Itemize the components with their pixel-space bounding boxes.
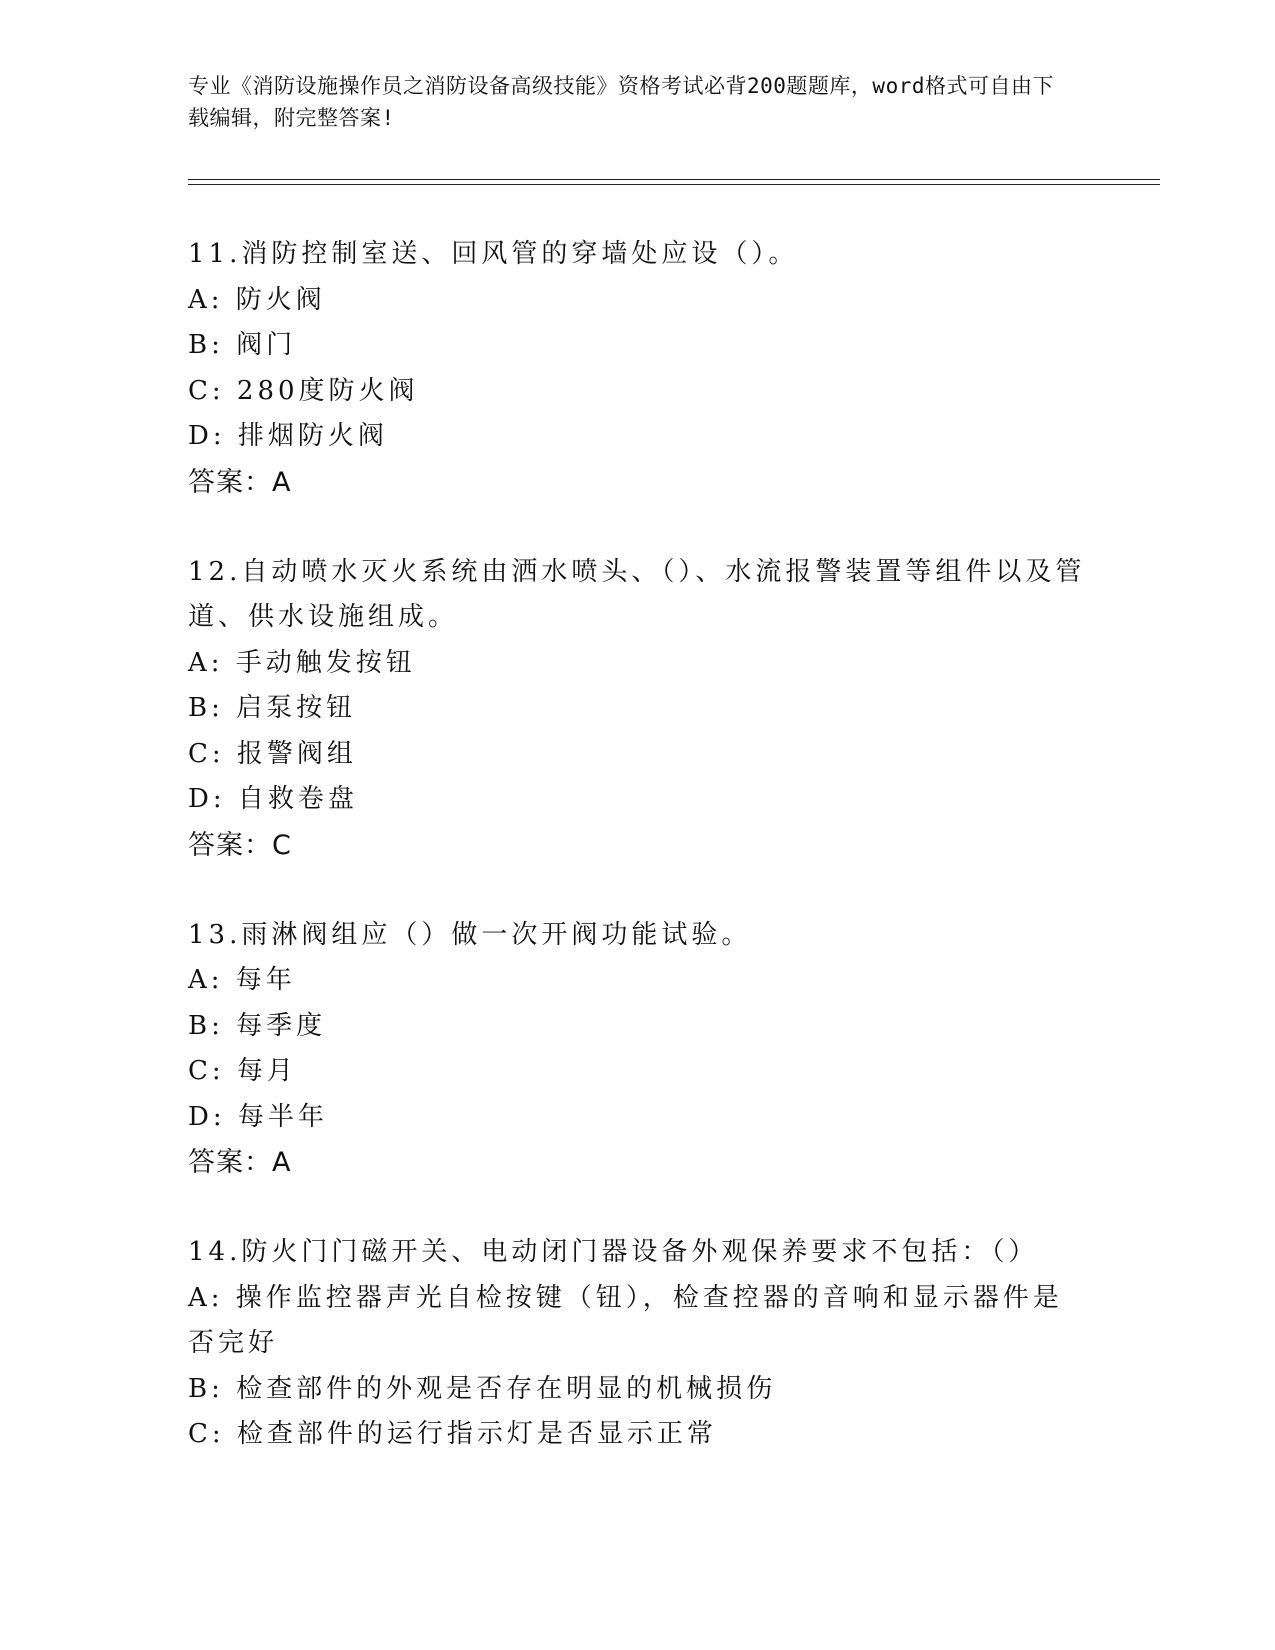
option-c: C: 每月 [188,1056,297,1086]
question-stem: 13.雨淋阀组应（）做一次开阀功能试验。 [188,919,752,950]
option-a: A: 每年 [188,965,296,995]
question-11 [188,232,1088,506]
document-header: 专业《消防设施操作员之消防设备高级技能》资格考试必背200题题库，word格式可自由下载编辑，附完整答案! [188,74,1054,130]
option-b: B: 检查部件的外观是否存在明显的机械损伤 [188,1373,777,1404]
option-d: D: 每半年 [188,1101,328,1132]
option-c: C: 报警阀组 [188,738,357,769]
option-d: D: 自救卷盘 [188,784,358,814]
header-divider-top [188,179,1160,180]
option-a: A: 手动触发按钮 [188,647,416,678]
question-14 [188,1230,1088,1458]
question-13 [188,913,1088,1187]
question-stem: 12.自动喷水灭火系统由洒水喷头、（）、水流报警装置等组件以及管道、供水设施组成。 [188,556,1086,632]
option-a: A: 防火阀 [188,284,326,315]
answer-text: 答案：C [188,829,292,861]
question-stem: 14.防火门门磁开关、电动闭门器设备外观保养要求不包括：（） [188,1237,1039,1267]
header-divider-bottom [188,184,1160,185]
question-12 [188,550,1088,869]
option-d: D: 排烟防火阀 [188,421,388,451]
answer-text: 答案：A [188,466,292,498]
question-list [188,232,1088,1502]
option-b: B: 每季度 [188,1010,327,1041]
option-c: C: 280度防火阀 [188,375,419,406]
option-b: B: 启泵按钮 [188,693,357,723]
question-stem: 11.消防控制室送、回风管的穿墙处应设（）。 [188,239,799,269]
option-b: B: 阀门 [188,330,297,360]
option-a: A: 操作监控器声光自检按键（钮），检查控器的音响和显示器件是否完好 [188,1282,1063,1358]
answer-text: 答案：A [188,1147,292,1178]
option-c: C: 检查部件的运行指示灯是否显示正常 [188,1419,717,1449]
